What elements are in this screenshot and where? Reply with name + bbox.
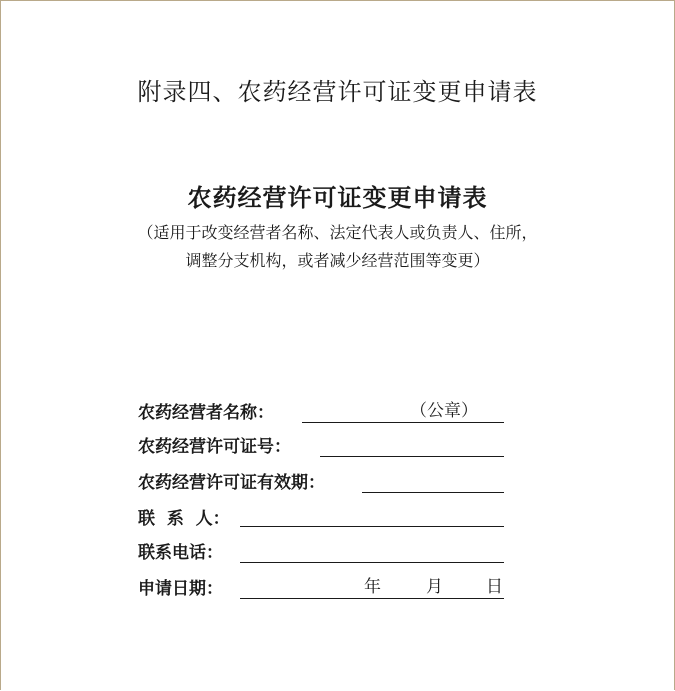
official-seal-label: （公章）: [410, 401, 478, 421]
license-number-input-line[interactable]: [320, 456, 504, 457]
form-subtitle-line2: 调整分支机构，或者减少经营范围等变更）: [185, 251, 490, 270]
license-number-label: 农药经营许可证号：: [138, 437, 291, 457]
license-validity-input-line[interactable]: [362, 492, 504, 493]
contact-phone-label: 联系电话：: [138, 543, 223, 563]
form-title: 农药经营许可证变更申请表: [187, 183, 488, 212]
license-number-field: [138, 434, 291, 458]
operator-name-input-line[interactable]: [302, 422, 504, 423]
form-subtitle-line1: （适用于改变经营者名称、法定代表人或负责人、住所，: [137, 223, 538, 242]
contact-person-label: 联 系 人：: [138, 509, 230, 529]
contact-phone-input-line[interactable]: [240, 562, 504, 563]
year-label: 年: [364, 577, 381, 597]
contact-person-input-line[interactable]: [240, 526, 504, 527]
application-date-label: 申请日期：: [138, 579, 223, 599]
application-date-field: [138, 576, 223, 600]
operator-name-label: 农药经营者名称：: [138, 403, 274, 423]
month-label: 月: [426, 577, 443, 597]
contact-person-field: [138, 506, 230, 530]
contact-phone-field: [138, 540, 223, 564]
license-validity-field: [138, 470, 325, 494]
appendix-title: 附录四、农药经营许可证变更申请表: [137, 78, 538, 106]
application-date-input-line[interactable]: [240, 598, 504, 599]
operator-name-field: [138, 400, 274, 424]
license-validity-label: 农药经营许可证有效期：: [138, 473, 325, 493]
day-label: 日: [486, 577, 503, 597]
